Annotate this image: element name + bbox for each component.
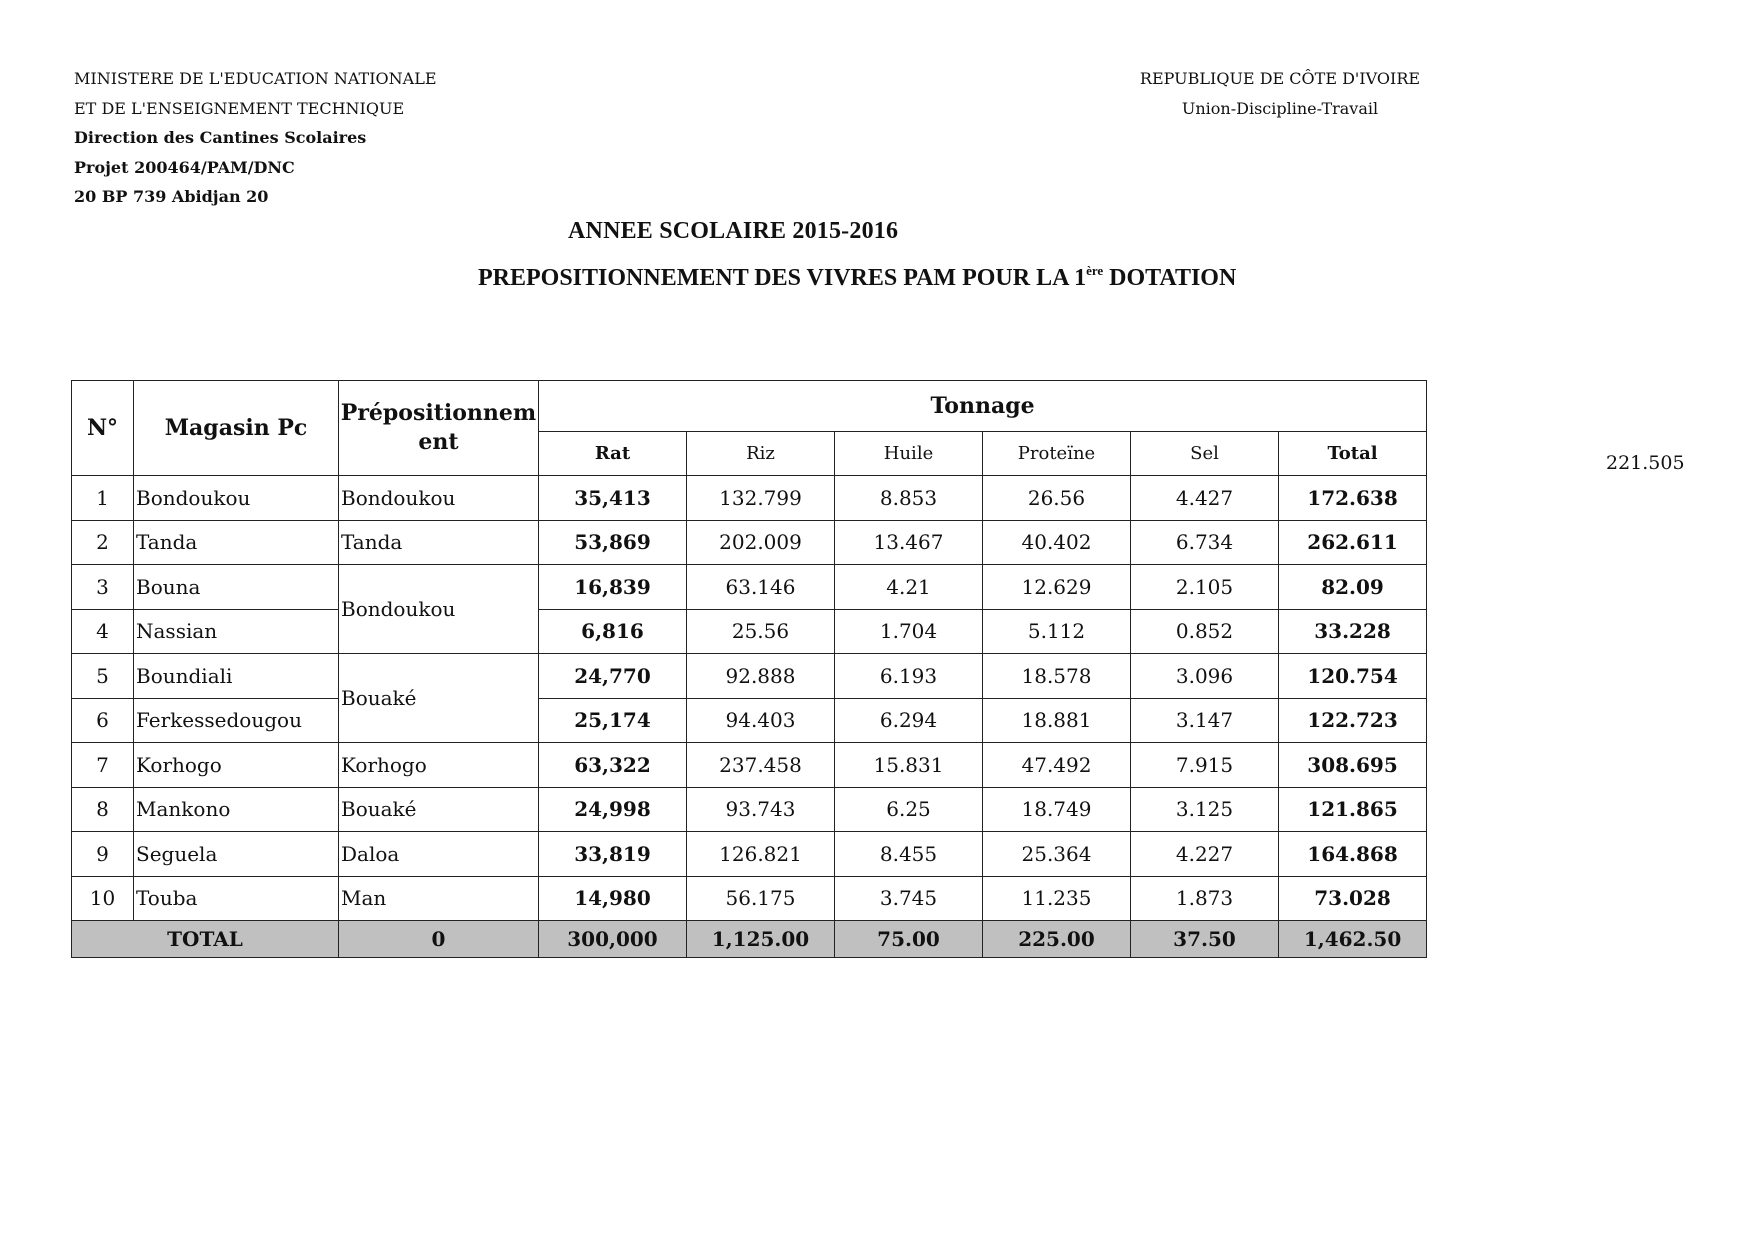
cell-proteine: 18.749 xyxy=(983,787,1131,832)
header-total: Total xyxy=(1279,432,1427,476)
cell-riz: 237.458 xyxy=(687,743,835,788)
cell-proteine: 12.629 xyxy=(983,565,1131,610)
cell-rat: 25,174 xyxy=(539,698,687,743)
cell-total: 122.723 xyxy=(1279,698,1427,743)
table-row xyxy=(72,698,1427,743)
header-magasin: Magasin Pc xyxy=(134,381,339,476)
cell-total: 262.611 xyxy=(1279,520,1427,565)
republic-motto: Union-Discipline-Travail xyxy=(1181,98,1379,118)
cell-huile: 13.467 xyxy=(835,520,983,565)
cell-no: 6 xyxy=(72,698,134,743)
total-riz: 1,125.00 xyxy=(687,921,835,958)
cell-sel: 3.096 xyxy=(1131,654,1279,699)
cell-magasin: Tanda xyxy=(134,520,339,565)
cell-proteine: 18.578 xyxy=(983,654,1131,699)
table-row xyxy=(72,832,1427,877)
cell-prep: Man xyxy=(339,876,539,921)
cell-total: 82.09 xyxy=(1279,565,1427,610)
cell-magasin: Ferkessedougou xyxy=(134,698,339,743)
cell-rat: 53,869 xyxy=(539,520,687,565)
cell-huile: 6.25 xyxy=(835,787,983,832)
republic-name: REPUBLIQUE DE CÔTE D'IVOIRE xyxy=(1139,69,1421,88)
cell-total: 120.754 xyxy=(1279,654,1427,699)
cell-rat: 33,819 xyxy=(539,832,687,877)
cell-rat: 63,322 xyxy=(539,743,687,788)
cell-no: 3 xyxy=(72,565,134,610)
cell-sel: 4.227 xyxy=(1131,832,1279,877)
table-row xyxy=(72,743,1427,788)
cell-prep: Bouaké xyxy=(339,787,539,832)
cell-total: 73.028 xyxy=(1279,876,1427,921)
cell-sel: 0.852 xyxy=(1131,609,1279,654)
cell-prep: Daloa xyxy=(339,832,539,877)
cell-riz: 126.821 xyxy=(687,832,835,877)
cell-sel: 2.105 xyxy=(1131,565,1279,610)
cell-sel: 1.873 xyxy=(1131,876,1279,921)
total-prep: 0 xyxy=(339,921,539,958)
cell-rat: 35,413 xyxy=(539,476,687,521)
table-row xyxy=(72,565,1427,610)
total-label: TOTAL xyxy=(72,921,339,958)
cell-magasin: Seguela xyxy=(134,832,339,877)
ministry-header xyxy=(74,64,437,212)
table-row xyxy=(72,476,1427,521)
cell-no: 5 xyxy=(72,654,134,699)
title-text-end: DOTATION xyxy=(1103,265,1237,291)
total-total: 1,462.50 xyxy=(1279,921,1427,958)
cell-proteine: 5.112 xyxy=(983,609,1131,654)
cell-sel: 4.427 xyxy=(1131,476,1279,521)
cell-magasin: Touba xyxy=(134,876,339,921)
total-huile: 75.00 xyxy=(835,921,983,958)
cell-riz: 202.009 xyxy=(687,520,835,565)
postal-address: 20 BP 739 Abidjan 20 xyxy=(74,187,269,206)
cell-riz: 25.56 xyxy=(687,609,835,654)
cell-sel: 3.147 xyxy=(1131,698,1279,743)
cell-sel: 6.734 xyxy=(1131,520,1279,565)
cell-riz: 94.403 xyxy=(687,698,835,743)
total-row xyxy=(72,921,1427,958)
stray-cell-value: 221.505 xyxy=(1606,452,1685,474)
cell-magasin: Boundiali xyxy=(134,654,339,699)
cell-huile: 15.831 xyxy=(835,743,983,788)
cell-riz: 63.146 xyxy=(687,565,835,610)
document-title xyxy=(478,263,1236,292)
direction-name: Direction des Cantines Scolaires xyxy=(74,128,367,147)
cell-rat: 16,839 xyxy=(539,565,687,610)
cell-proteine: 26.56 xyxy=(983,476,1131,521)
cell-riz: 93.743 xyxy=(687,787,835,832)
table-row xyxy=(72,520,1427,565)
cell-rat: 24,998 xyxy=(539,787,687,832)
cell-huile: 8.455 xyxy=(835,832,983,877)
cell-total: 164.868 xyxy=(1279,832,1427,877)
cell-huile: 8.853 xyxy=(835,476,983,521)
cell-sel: 7.915 xyxy=(1131,743,1279,788)
prepositioning-table xyxy=(71,380,1427,958)
cell-proteine: 18.881 xyxy=(983,698,1131,743)
cell-no: 8 xyxy=(72,787,134,832)
cell-no: 1 xyxy=(72,476,134,521)
ministry-name: MINISTERE DE L'EDUCATION NATIONALE xyxy=(74,69,437,88)
cell-prep: Tanda xyxy=(339,520,539,565)
header-proteine: Proteïne xyxy=(983,432,1131,476)
cell-total: 172.638 xyxy=(1279,476,1427,521)
cell-prep-merged: Bouaké xyxy=(339,654,539,743)
header-riz: Riz xyxy=(687,432,835,476)
cell-prep: Bondoukou xyxy=(339,476,539,521)
cell-huile: 6.193 xyxy=(835,654,983,699)
republic-header xyxy=(1130,64,1430,123)
title-superscript: ère xyxy=(1086,263,1104,278)
cell-magasin: Bouna xyxy=(134,565,339,610)
cell-riz: 92.888 xyxy=(687,654,835,699)
cell-rat: 24,770 xyxy=(539,654,687,699)
cell-magasin: Bondoukou xyxy=(134,476,339,521)
cell-total: 121.865 xyxy=(1279,787,1427,832)
cell-riz: 56.175 xyxy=(687,876,835,921)
table-row xyxy=(72,654,1427,699)
cell-rat: 6,816 xyxy=(539,609,687,654)
cell-proteine: 11.235 xyxy=(983,876,1131,921)
header-huile: Huile xyxy=(835,432,983,476)
cell-sel: 3.125 xyxy=(1131,787,1279,832)
cell-magasin: Korhogo xyxy=(134,743,339,788)
table-row xyxy=(72,876,1427,921)
ministry-subtitle: ET DE L'ENSEIGNEMENT TECHNIQUE xyxy=(74,98,405,118)
cell-proteine: 40.402 xyxy=(983,520,1131,565)
cell-magasin: Mankono xyxy=(134,787,339,832)
cell-huile: 6.294 xyxy=(835,698,983,743)
cell-proteine: 47.492 xyxy=(983,743,1131,788)
cell-riz: 132.799 xyxy=(687,476,835,521)
table-row xyxy=(72,609,1427,654)
header-sel: Sel xyxy=(1131,432,1279,476)
cell-huile: 3.745 xyxy=(835,876,983,921)
total-sel: 37.50 xyxy=(1131,921,1279,958)
cell-huile: 4.21 xyxy=(835,565,983,610)
cell-huile: 1.704 xyxy=(835,609,983,654)
cell-rat: 14,980 xyxy=(539,876,687,921)
total-proteine: 225.00 xyxy=(983,921,1131,958)
total-rat: 300,000 xyxy=(539,921,687,958)
cell-proteine: 25.364 xyxy=(983,832,1131,877)
header-tonnage: Tonnage xyxy=(539,381,1427,432)
title-text: PREPOSITIONNEMENT DES VIVRES PAM POUR LA 1 xyxy=(478,265,1087,291)
cell-prep-merged: Bondoukou xyxy=(339,565,539,654)
school-year-title: ANNEE SCOLAIRE 2015-2016 xyxy=(568,218,899,244)
cell-no: 2 xyxy=(72,520,134,565)
cell-magasin: Nassian xyxy=(134,609,339,654)
table-row xyxy=(72,787,1427,832)
cell-total: 33.228 xyxy=(1279,609,1427,654)
header-prepositionnement: Prépositionnement xyxy=(339,381,539,476)
cell-no: 7 xyxy=(72,743,134,788)
cell-prep: Korhogo xyxy=(339,743,539,788)
header-rat: Rat xyxy=(539,432,687,476)
cell-total: 308.695 xyxy=(1279,743,1427,788)
project-code: Projet 200464/PAM/DNC xyxy=(74,157,295,177)
cell-no: 10 xyxy=(72,876,134,921)
cell-no: 4 xyxy=(72,609,134,654)
cell-no: 9 xyxy=(72,832,134,877)
header-no: N° xyxy=(72,381,134,476)
